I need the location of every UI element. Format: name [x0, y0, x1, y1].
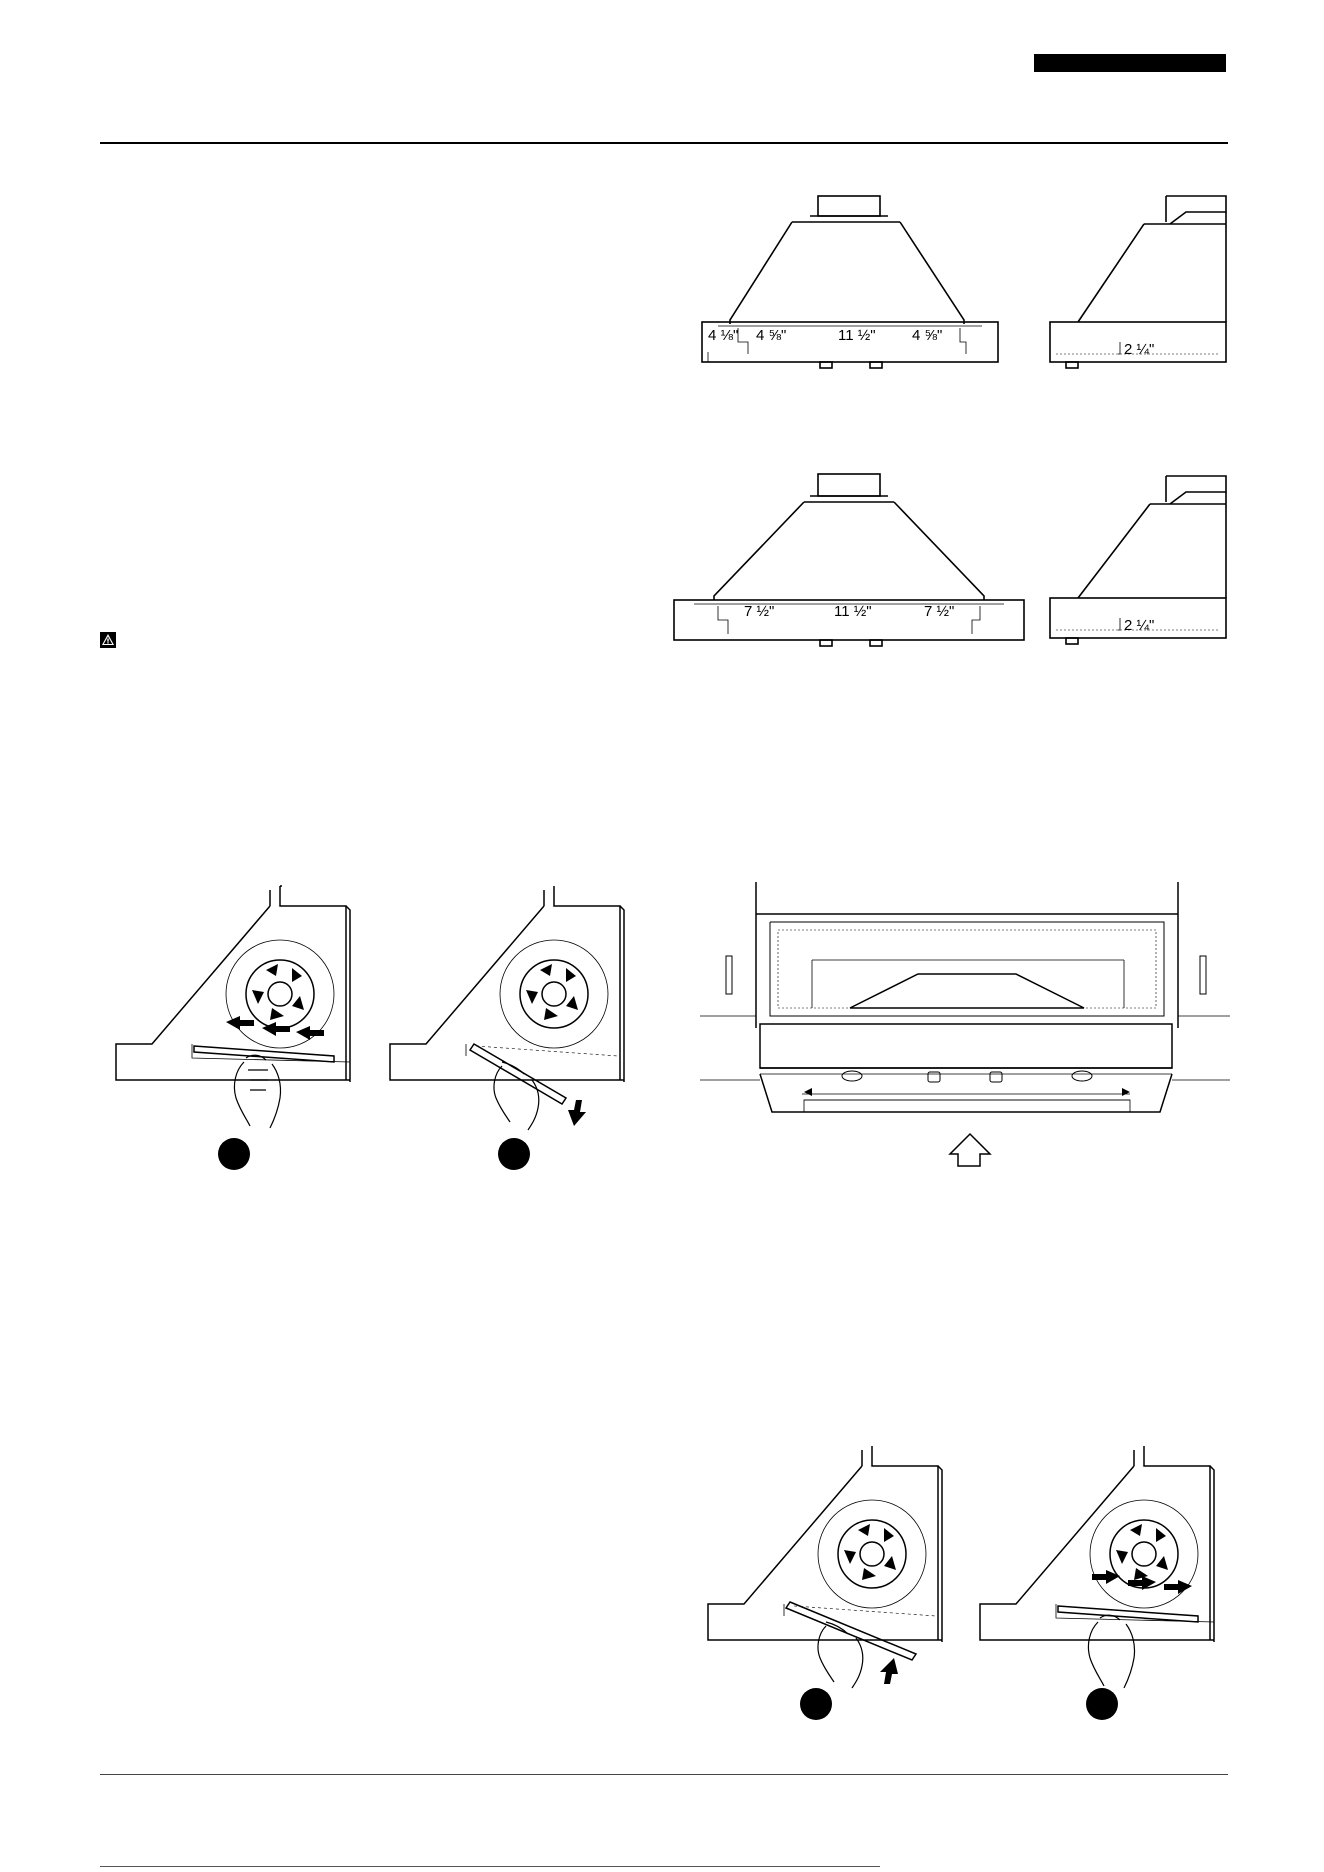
dim-label: 7 ½"	[924, 603, 955, 620]
step-number-circle	[218, 1138, 250, 1170]
dim-label: 11 ½"	[834, 603, 872, 620]
hood-side-diagram-large	[1050, 474, 1240, 654]
filter-installation-overview-illustration	[700, 878, 1230, 1178]
dim-label: 2 ¼"	[1124, 341, 1155, 358]
step-number-circle	[800, 1688, 832, 1720]
header-rule	[100, 142, 1228, 144]
dim-label: 4 ⅛"	[708, 327, 739, 344]
warning-icon	[100, 632, 116, 648]
hood-front-diagram-small	[702, 192, 1002, 372]
dim-label: 4 ⅝"	[756, 327, 787, 344]
section-tab-marker	[1034, 54, 1226, 72]
dim-label: 2 ¼"	[1124, 617, 1155, 634]
footer-rule	[100, 1774, 1228, 1775]
footer-text	[1000, 1854, 1224, 1872]
dim-label: 7 ½"	[744, 603, 775, 620]
filter-removal-step-1-illustration	[116, 886, 356, 1176]
dim-label: 4 ⅝"	[912, 327, 943, 344]
footer-underline	[100, 1866, 880, 1867]
dim-label: 11 ½"	[838, 327, 876, 344]
filter-removal-step-2-illustration	[390, 886, 630, 1176]
filter-installation-step-3-illustration	[708, 1446, 948, 1736]
step-number-circle	[1086, 1688, 1118, 1720]
step-number-circle	[498, 1138, 530, 1170]
hood-side-diagram-small	[1050, 194, 1240, 374]
filter-installation-step-4-illustration	[980, 1446, 1220, 1736]
hood-front-diagram-large	[674, 472, 1034, 652]
